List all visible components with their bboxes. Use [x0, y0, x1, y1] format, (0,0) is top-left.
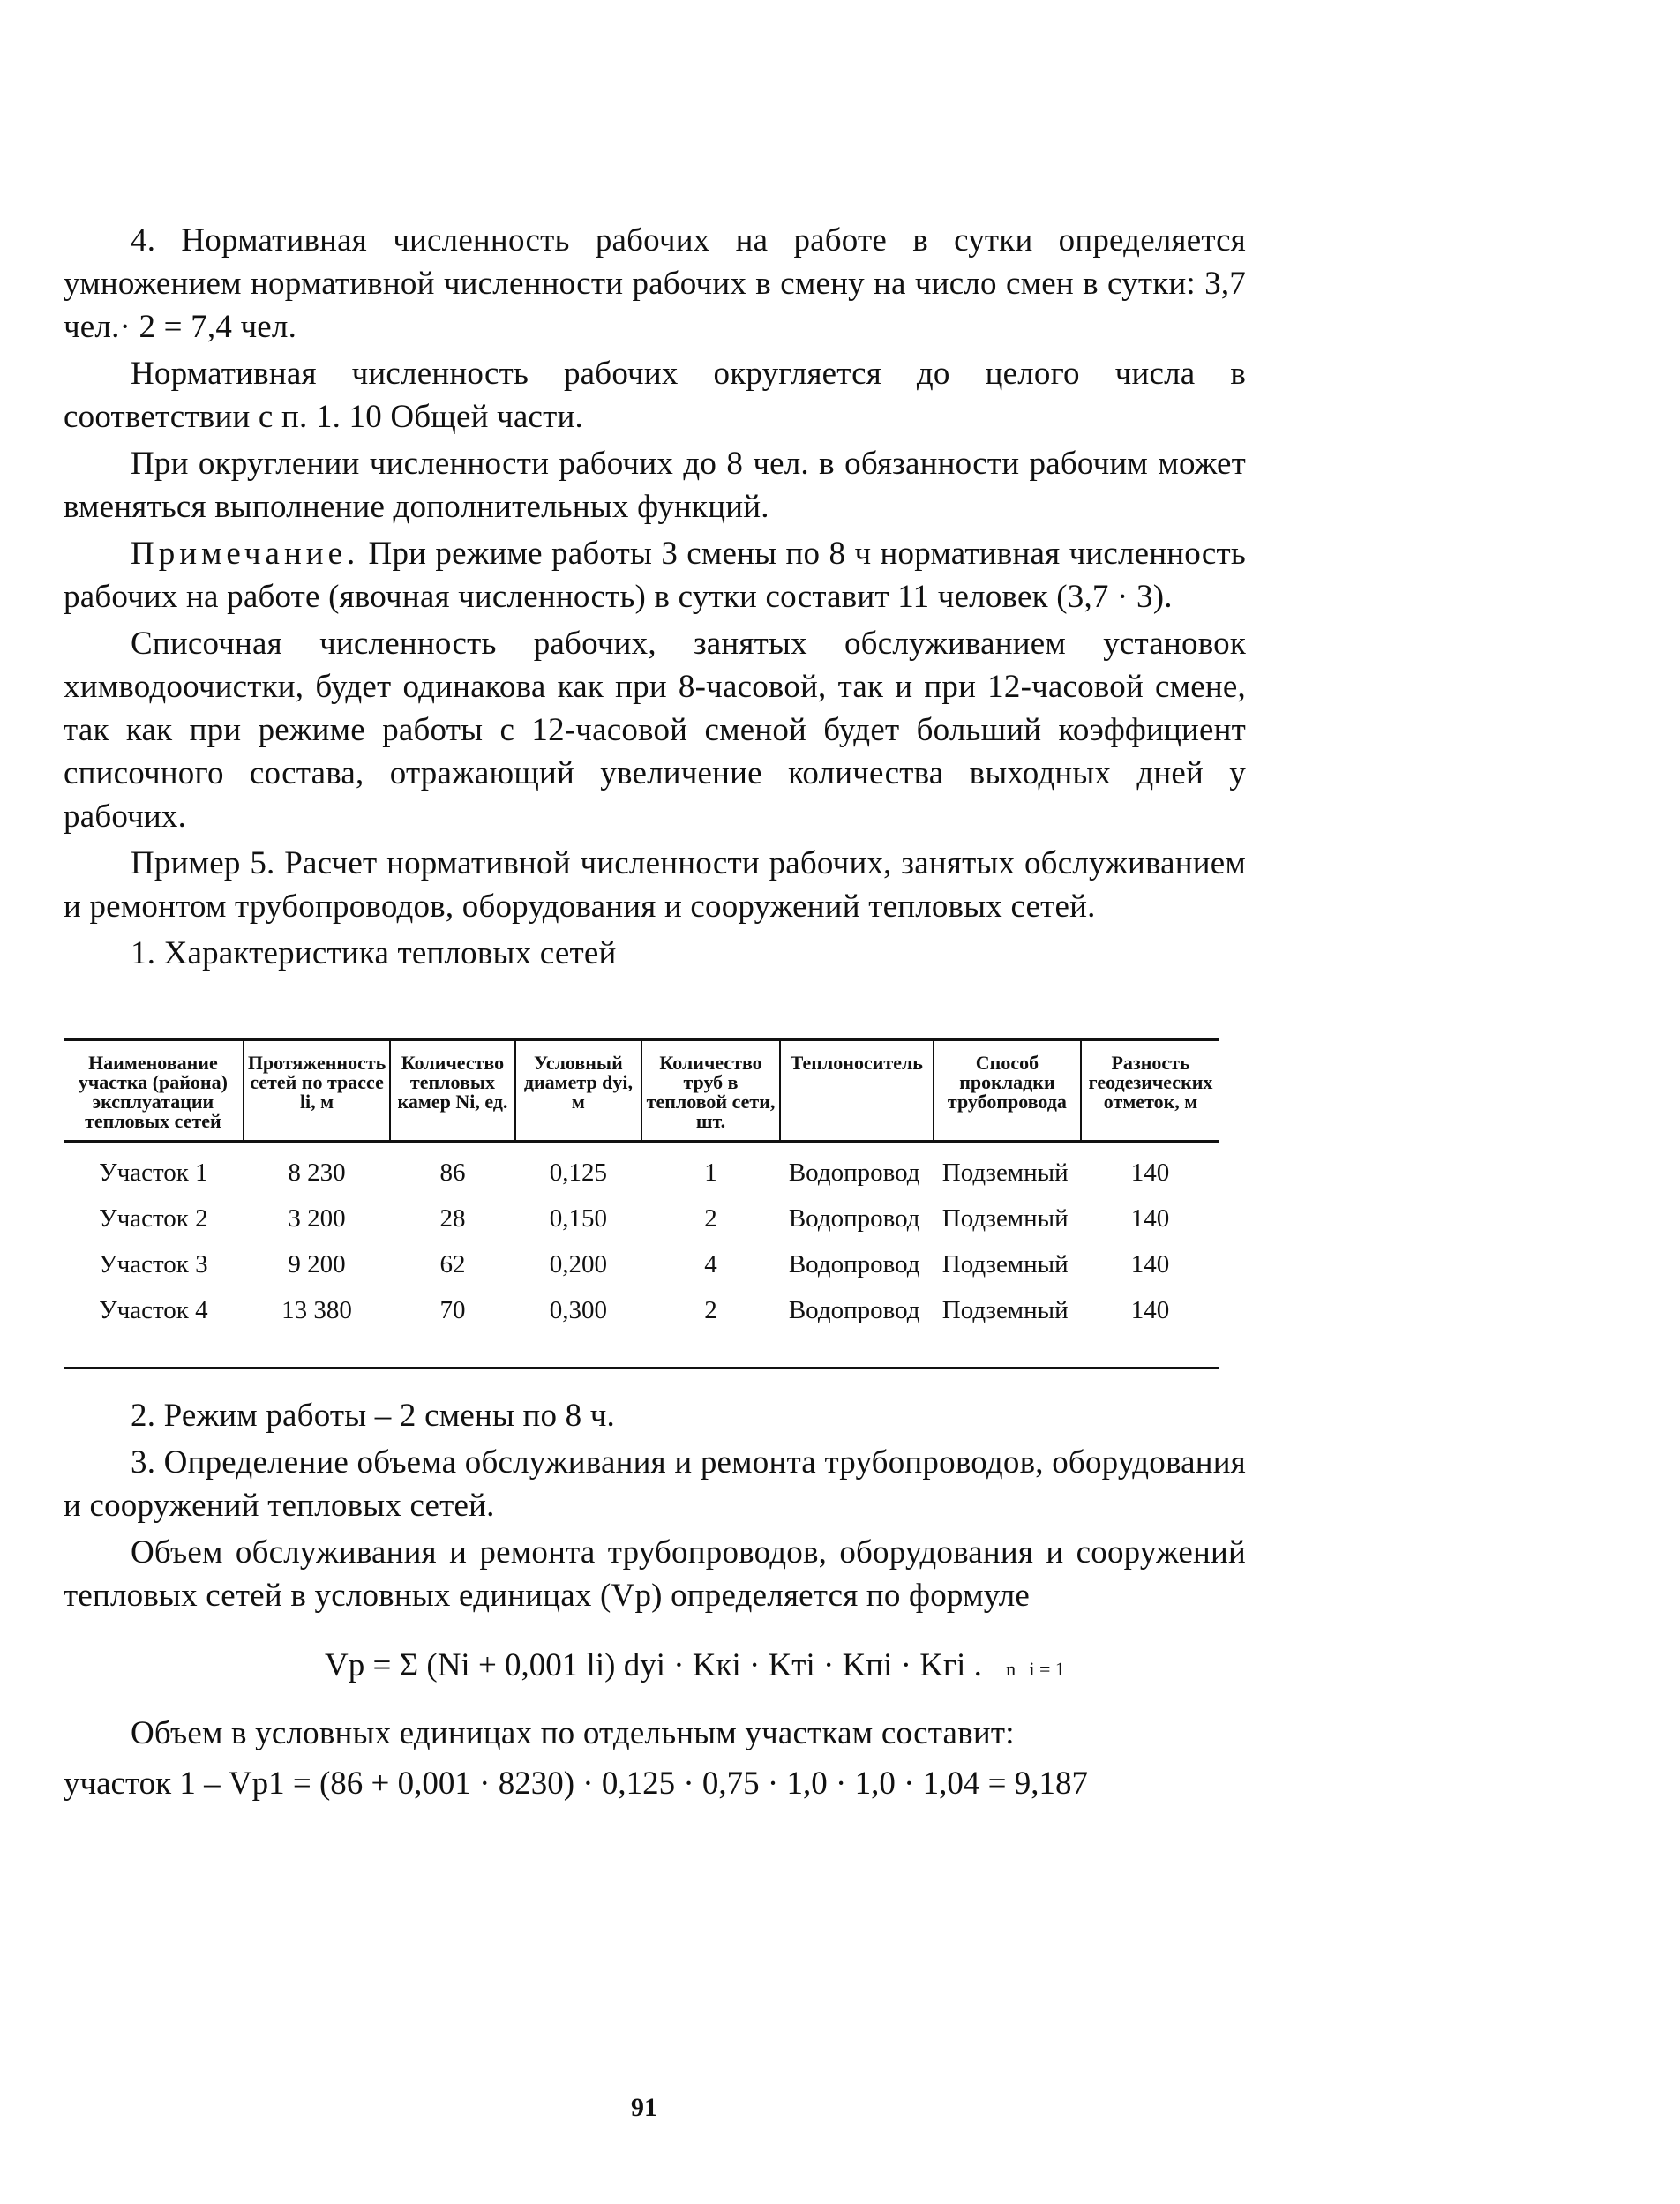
formula-text: Vр = Σ (Nі + 0,001 lі) dуі · Kкі · Kті · Kпі · Kгі .: [325, 1647, 982, 1683]
paragraph-volume: Объем обслуживания и ремонта трубопроводов, оборудования и сооружений тепловых сетей в условных единицах (Vр) определяется по формуле: [64, 1534, 1246, 1614]
header-length: Протяженность сетей по трассе lі, м: [244, 1040, 390, 1142]
note-text: При режиме работы 3 смены по 8 ч нормативная численность рабочих на работе (явочная численность) в сутки составит 11 человек (3,7 · 3).: [64, 536, 1246, 615]
header-section-name: Наименование участка (района) эксплуатации тепловых сетей: [64, 1040, 244, 1142]
cell-elevation: 140: [1130, 1296, 1170, 1324]
note-label: Примечание.: [131, 536, 360, 572]
paragraph-example: Пример 5. Расчет нормативной численности рабочих, занятых обслуживанием и ремонтом трубопроводов, оборудования и сооружений тепловых сетей.: [64, 845, 1246, 925]
cell-pipes: 4: [704, 1250, 717, 1278]
cell-chambers: 86: [439, 1158, 466, 1187]
cell-laying: Подземный: [941, 1158, 1069, 1187]
table-row: [64, 1196, 1219, 1241]
volume-formula: [325, 1644, 1246, 1690]
table-row: [64, 1287, 1219, 1367]
cell-section: Участок 4: [99, 1296, 208, 1324]
cell-length: 8 230: [288, 1158, 346, 1187]
paragraph-4: Списочная численность рабочих, занятых обслуживанием установок химводоочистки, будет одинакова как при 8-часовой, так и при 12-часовой смене, так как при режиме работы с 12-часовой сменой будет больший коэффициент списочного состава, отражающий увеличение количества выходных дней у рабочих.: [64, 626, 1246, 835]
cell-elevation: 140: [1130, 1158, 1170, 1187]
paragraph-1: 4. Нормативная численность рабочих на работе в сутки определяется умножением нормативной численности рабочих в смену на число смен в сутки: 3,7 чел.· 2 = 7,4 чел.: [64, 222, 1246, 345]
cell-section: Участок 3: [99, 1250, 208, 1278]
cell-chambers: 70: [439, 1296, 466, 1324]
cell-length: 9 200: [288, 1250, 346, 1278]
table-bottom-rule: [64, 1367, 1219, 1369]
header-diameter: Условный диаметр dуі, м: [515, 1040, 642, 1142]
note-paragraph: [64, 532, 1246, 618]
cell-chambers: 28: [439, 1204, 466, 1233]
cell-heat-carrier: Водопровод: [788, 1158, 920, 1187]
table-caption: 1. Характеристика тепловых сетей: [131, 935, 617, 971]
characteristics-table: [64, 1038, 1219, 1367]
paragraph-2: Нормативная численность рабочих округляется до целого числа в соответствии с п. 1. 10 Общей части.: [64, 356, 1246, 435]
header-elevation: Разность геодезических отметок, м: [1081, 1040, 1219, 1142]
heat-network-table: [64, 1038, 1219, 1369]
cell-heat-carrier: Водопровод: [788, 1204, 920, 1233]
table-header-row: [64, 1040, 1219, 1142]
header-pipes: Количество труб в тепловой сети, шт.: [641, 1040, 780, 1142]
paragraph-sections: Объем в условных единицах по отдельным участкам составит:: [131, 1715, 1015, 1751]
cell-heat-carrier: Водопровод: [788, 1296, 920, 1324]
formula-sum-upper: n: [1006, 1658, 1016, 1680]
paragraph-3: При округлении численности рабочих до 8 чел. в обязанности рабочим может вменяться выполнение дополнительных функций.: [64, 446, 1246, 525]
cell-length: 13 380: [281, 1296, 352, 1324]
cell-diameter: 0,200: [549, 1250, 608, 1278]
header-heat-carrier: Теплоноситель: [780, 1040, 934, 1142]
cell-elevation: 140: [1130, 1204, 1170, 1233]
paragraph-mode: 2. Режим работы – 2 смены по 8 ч.: [131, 1398, 616, 1434]
header-laying-method: Способ прокладки трубопровода: [934, 1040, 1081, 1142]
cell-elevation: 140: [1130, 1250, 1170, 1278]
cell-pipes: 2: [704, 1204, 717, 1233]
cell-diameter: 0,125: [549, 1158, 608, 1187]
formula-sum-lower: і = 1: [1029, 1658, 1065, 1680]
table-row: [64, 1142, 1219, 1196]
cell-laying: Подземный: [941, 1250, 1069, 1278]
cell-pipes: 1: [704, 1158, 717, 1187]
cell-diameter: 0,300: [549, 1296, 608, 1324]
cell-section: Участок 1: [99, 1158, 208, 1187]
cell-section: Участок 2: [99, 1204, 208, 1233]
cell-heat-carrier: Водопровод: [788, 1250, 920, 1278]
cell-laying: Подземный: [941, 1296, 1069, 1324]
cell-chambers: 62: [439, 1250, 466, 1278]
cell-diameter: 0,150: [549, 1204, 608, 1233]
header-chambers: Количество тепловых камер Nі, ед.: [390, 1040, 514, 1142]
page-content: [64, 219, 1246, 1805]
paragraph-definition: 3. Определение объема обслуживания и ремонта трубопроводов, оборудования и сооружений тепловых сетей.: [64, 1444, 1246, 1524]
cell-pipes: 2: [704, 1296, 717, 1324]
table-row: [64, 1241, 1219, 1287]
calculation-section-1: участок 1 – Vр1 = (86 + 0,001 · 8230) · 0,125 · 0,75 · 1,0 · 1,0 · 1,04 = 9,187: [64, 1765, 1089, 1802]
page-number: 91: [631, 2093, 657, 2122]
cell-laying: Подземный: [941, 1204, 1069, 1233]
cell-length: 3 200: [288, 1204, 346, 1233]
